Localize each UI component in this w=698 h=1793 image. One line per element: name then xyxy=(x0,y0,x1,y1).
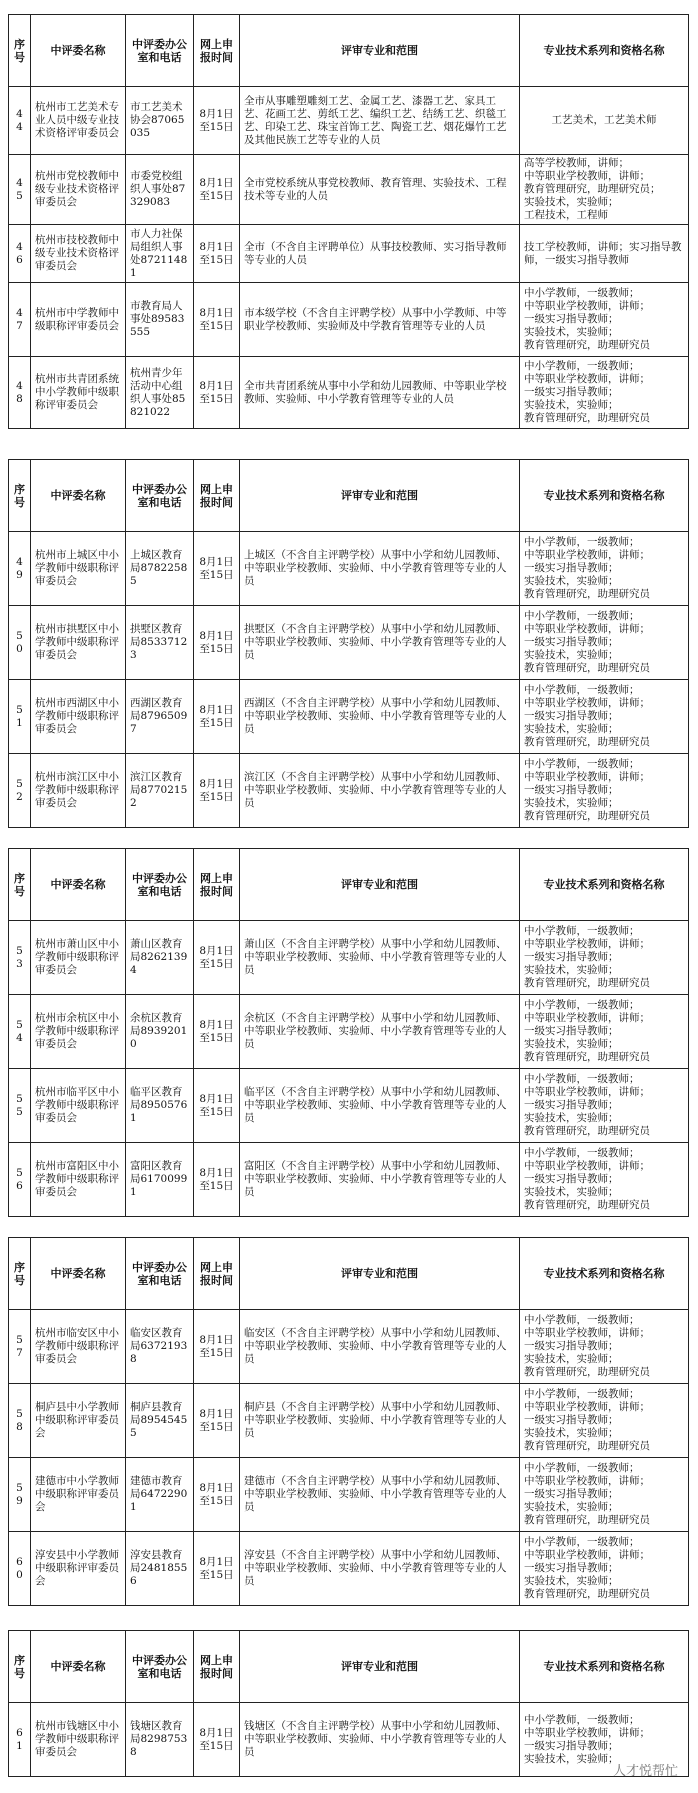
row-series: 技工学校教师，讲师；实习指导教师，一级实习指导教师 xyxy=(520,225,689,283)
header-office: 中评委办公室和电话 xyxy=(126,1631,194,1703)
committee-table-2 xyxy=(8,459,689,828)
row-series: 中小学教师，一级教师； 中等职业学校教师，讲师； 一级实习指导教师； 实验技术，实验师； 教育管理研究，助理研究员 xyxy=(520,1458,689,1532)
row-index: 46 xyxy=(9,225,31,283)
row-series: 中小学教师，一级教师； 中等职业学校教师，讲师； 一级实习指导教师； 实验技术，实验师； 教育管理研究，助理研究员 xyxy=(520,1143,689,1217)
row-scope: 市本级学校（不含自主评聘学校）从事中小学教师、中等职业学校教师、实验师及中学教育管理等专业的人员 xyxy=(240,283,520,357)
row-index: 49 xyxy=(9,532,31,606)
row-scope: 钱塘区（不含自主评聘学校）从事中小学和幼儿园教师、中等职业学校教师、实验师、中小学教育管理等专业的人员 xyxy=(240,1703,520,1777)
row-series: 中小学教师，一级教师； 中等职业学校教师，讲师； 一级实习指导教师； 实验技术，实验师； 教育管理研究，助理研究员 xyxy=(520,606,689,680)
row-index: 58 xyxy=(9,1384,31,1458)
row-series: 中小学教师，一级教师； 中等职业学校教师，讲师； 一级实习指导教师； 实验技术，实验师； 教育管理研究，助理研究员 xyxy=(520,1384,689,1458)
table-header-row xyxy=(9,1631,689,1703)
row-scope: 建德市（不含自主评聘学校）从事中小学和幼儿园教师、中等职业学校教师、实验师、中小学教育管理等专业的人员 xyxy=(240,1458,520,1532)
row-office: 钱塘区教育局82987538 xyxy=(126,1703,194,1777)
header-index: 序号 xyxy=(9,15,31,87)
table-row xyxy=(9,1458,689,1532)
row-committee: 杭州市技校教师中级专业技术资格评审委员会 xyxy=(31,225,126,283)
table-row xyxy=(9,606,689,680)
row-office: 萧山区教育局82621394 xyxy=(126,921,194,995)
row-scope: 西湖区（不含自主评聘学校）从事中小学和幼儿园教师、中等职业学校教师、实验师、中小学教育管理等专业的人员 xyxy=(240,680,520,754)
row-index: 61 xyxy=(9,1703,31,1777)
header-index: 序号 xyxy=(9,1631,31,1703)
committee-table-1 xyxy=(8,14,689,429)
header-index: 序号 xyxy=(9,460,31,532)
header-series: 专业技术系列和资格名称 xyxy=(520,849,689,921)
row-index: 52 xyxy=(9,754,31,828)
row-time: 8月1日至15日 xyxy=(194,532,240,606)
row-series: 高等学校教师，讲师； 中等职业学校教师，讲师； 教育管理研究，助理研究员； 实验技术，实验师； 工程技术，工程师 xyxy=(520,155,689,225)
watermark: 人才悦帮忙 xyxy=(612,1764,678,1779)
header-series: 专业技术系列和资格名称 xyxy=(520,15,689,87)
row-time: 8月1日至15日 xyxy=(194,1143,240,1217)
header-index: 序号 xyxy=(9,849,31,921)
table-row xyxy=(9,357,689,429)
row-time: 8月1日至15日 xyxy=(194,1069,240,1143)
row-committee: 杭州市工艺美术专业人员中级专业技术资格评审委员会 xyxy=(31,87,126,155)
row-committee: 杭州市上城区中小学教师中级职称评审委员会 xyxy=(31,532,126,606)
row-series: 中小学教师，一级教师； 中等职业学校教师，讲师； 一级实习指导教师； 实验技术，实验师； xyxy=(520,1703,689,1777)
table-row xyxy=(9,87,689,155)
table-row xyxy=(9,283,689,357)
header-series: 专业技术系列和资格名称 xyxy=(520,460,689,532)
row-committee: 杭州市余杭区中小学教师中级职称评审委员会 xyxy=(31,995,126,1069)
row-committee: 杭州市党校教师中级专业技术资格评审委员会 xyxy=(31,155,126,225)
row-series: 中小学教师，一级教师； 中等职业学校教师，讲师； 一级实习指导教师； 实验技术，实验师； 教育管理研究，助理研究员 xyxy=(520,283,689,357)
row-office: 滨江区教育局87702152 xyxy=(126,754,194,828)
row-time: 8月1日至15日 xyxy=(194,1532,240,1606)
row-scope: 拱墅区（不含自主评聘学校）从事中小学和幼儿园教师、中等职业学校教师、实验师、中小学教育管理等专业的人员 xyxy=(240,606,520,680)
table-header-row xyxy=(9,849,689,921)
row-committee: 杭州市中学教师中级职称评审委员会 xyxy=(31,283,126,357)
row-index: 53 xyxy=(9,921,31,995)
row-office: 杭州青少年活动中心组织人事处85821022 xyxy=(126,357,194,429)
row-scope: 全市共青团系统从事中小学和幼儿园教师、中等职业学校教师、实验师、中小学教育管理等专业的人员 xyxy=(240,357,520,429)
row-scope: 全市从事雕塑雕刻工艺、金属工艺、漆器工艺、家具工艺、花画工艺、剪纸工艺、编织工艺、结绣工艺、织毯工艺、印染工艺、珠宝首饰工艺、陶瓷工艺、烟花爆竹工艺及其他民族工艺等专业的人员 xyxy=(240,87,520,155)
row-committee: 杭州市萧山区中小学教师中级职称评审委员会 xyxy=(31,921,126,995)
row-office: 拱墅区教育局85337123 xyxy=(126,606,194,680)
table-row xyxy=(9,1384,689,1458)
header-office: 中评委办公室和电话 xyxy=(126,849,194,921)
row-index: 51 xyxy=(9,680,31,754)
header-scope: 评审专业和范围 xyxy=(240,849,520,921)
row-committee: 杭州市临安区中小学教师中级职称评审委员会 xyxy=(31,1310,126,1384)
header-index: 序号 xyxy=(9,1238,31,1310)
row-time: 8月1日至15日 xyxy=(194,357,240,429)
table-row xyxy=(9,1069,689,1143)
row-index: 56 xyxy=(9,1143,31,1217)
header-scope: 评审专业和范围 xyxy=(240,460,520,532)
header-committee: 中评委名称 xyxy=(31,1238,126,1310)
row-scope: 桐庐县（不含自主评聘学校）从事中小学和幼儿园教师、中等职业学校教师、实验师、中小学教育管理等专业的人员 xyxy=(240,1384,520,1458)
row-time: 8月1日至15日 xyxy=(194,1310,240,1384)
row-office: 桐庐县教育局89545455 xyxy=(126,1384,194,1458)
table-row xyxy=(9,754,689,828)
row-office: 上城区教育局87822585 xyxy=(126,532,194,606)
row-committee: 杭州市临平区中小学教师中级职称评审委员会 xyxy=(31,1069,126,1143)
row-index: 47 xyxy=(9,283,31,357)
table-row xyxy=(9,1143,689,1217)
row-series: 中小学教师，一级教师； 中等职业学校教师，讲师； 一级实习指导教师； 实验技术，实验师； 教育管理研究，助理研究员 xyxy=(520,1310,689,1384)
row-series: 中小学教师，一级教师； 中等职业学校教师，讲师； 一级实习指导教师； 实验技术，实验师； 教育管理研究，助理研究员 xyxy=(520,532,689,606)
table-row xyxy=(9,1310,689,1384)
row-series: 中小学教师，一级教师； 中等职业学校教师，讲师； 一级实习指导教师； 实验技术，实验师； 教育管理研究，助理研究员 xyxy=(520,995,689,1069)
table-row xyxy=(9,225,689,283)
header-time: 网上申报时间 xyxy=(194,1631,240,1703)
row-office: 西湖区教育局87965097 xyxy=(126,680,194,754)
row-scope: 临平区（不含自主评聘学校）从事中小学和幼儿园教师、中等职业学校教师、实验师、中小学教育管理等专业的人员 xyxy=(240,1069,520,1143)
row-time: 8月1日至15日 xyxy=(194,1384,240,1458)
row-committee: 杭州市滨江区中小学教师中级职称评审委员会 xyxy=(31,754,126,828)
table-header-row xyxy=(9,1238,689,1310)
row-scope: 萧山区（不含自主评聘学校）从事中小学和幼儿园教师、中等职业学校教师、实验师、中小学教育管理等专业的人员 xyxy=(240,921,520,995)
row-series: 中小学教师，一级教师； 中等职业学校教师，讲师； 一级实习指导教师； 实验技术，实验师； 教育管理研究，助理研究员 xyxy=(520,357,689,429)
header-office: 中评委办公室和电话 xyxy=(126,1238,194,1310)
row-time: 8月1日至15日 xyxy=(194,680,240,754)
row-office: 市工艺美术协会87065035 xyxy=(126,87,194,155)
table-row xyxy=(9,680,689,754)
table-row xyxy=(9,995,689,1069)
row-scope: 全市（不含自主评聘单位）从事技校教师、实习指导教师等专业的人员 xyxy=(240,225,520,283)
row-time: 8月1日至15日 xyxy=(194,1458,240,1532)
row-index: 45 xyxy=(9,155,31,225)
row-index: 48 xyxy=(9,357,31,429)
row-time: 8月1日至15日 xyxy=(194,225,240,283)
row-index: 57 xyxy=(9,1310,31,1384)
header-committee: 中评委名称 xyxy=(31,460,126,532)
header-scope: 评审专业和范围 xyxy=(240,15,520,87)
header-series: 专业技术系列和资格名称 xyxy=(520,1631,689,1703)
row-scope: 滨江区（不含自主评聘学校）从事中小学和幼儿园教师、中等职业学校教师、实验师、中小学教育管理等专业的人员 xyxy=(240,754,520,828)
committee-table-5 xyxy=(8,1630,689,1777)
row-office: 富阳区教育局61700991 xyxy=(126,1143,194,1217)
header-committee: 中评委名称 xyxy=(31,15,126,87)
row-committee: 建德市中小学教师中级职称评审委员会 xyxy=(31,1458,126,1532)
table-row xyxy=(9,532,689,606)
row-series: 中小学教师，一级教师； 中等职业学校教师，讲师； 一级实习指导教师； 实验技术，实验师； 教育管理研究，助理研究员 xyxy=(520,921,689,995)
row-time: 8月1日至15日 xyxy=(194,606,240,680)
table-row xyxy=(9,1703,689,1777)
row-office: 临安区教育局63721938 xyxy=(126,1310,194,1384)
row-committee: 杭州市富阳区中小学教师中级职称评审委员会 xyxy=(31,1143,126,1217)
committee-table-3 xyxy=(8,848,689,1217)
row-time: 8月1日至15日 xyxy=(194,995,240,1069)
header-committee: 中评委名称 xyxy=(31,849,126,921)
header-office: 中评委办公室和电话 xyxy=(126,15,194,87)
row-time: 8月1日至15日 xyxy=(194,283,240,357)
row-committee: 杭州市西湖区中小学教师中级职称评审委员会 xyxy=(31,680,126,754)
header-time: 网上申报时间 xyxy=(194,460,240,532)
row-committee: 杭州市共青团系统中小学教师中级职称评审委员会 xyxy=(31,357,126,429)
row-time: 8月1日至15日 xyxy=(194,87,240,155)
row-index: 44 xyxy=(9,87,31,155)
row-office: 临平区教育局89505761 xyxy=(126,1069,194,1143)
row-index: 50 xyxy=(9,606,31,680)
row-series: 中小学教师，一级教师； 中等职业学校教师，讲师； 一级实习指导教师； 实验技术，实验师； 教育管理研究，助理研究员 xyxy=(520,680,689,754)
row-time: 8月1日至15日 xyxy=(194,921,240,995)
row-time: 8月1日至15日 xyxy=(194,1703,240,1777)
header-time: 网上申报时间 xyxy=(194,849,240,921)
row-series: 中小学教师，一级教师； 中等职业学校教师，讲师； 一级实习指导教师； 实验技术，实验师； 教育管理研究，助理研究员 xyxy=(520,1532,689,1606)
row-series: 中小学教师，一级教师； 中等职业学校教师，讲师； 一级实习指导教师； 实验技术，实验师； 教育管理研究，助理研究员 xyxy=(520,754,689,828)
row-committee: 桐庐县中小学教师中级职称评审委员会 xyxy=(31,1384,126,1458)
header-scope: 评审专业和范围 xyxy=(240,1238,520,1310)
row-time: 8月1日至15日 xyxy=(194,155,240,225)
table-header-row xyxy=(9,15,689,87)
row-time: 8月1日至15日 xyxy=(194,754,240,828)
header-time: 网上申报时间 xyxy=(194,1238,240,1310)
row-scope: 临安区（不含自主评聘学校）从事中小学和幼儿园教师、中等职业学校教师、实验师、中小学教育管理等专业的人员 xyxy=(240,1310,520,1384)
table-row xyxy=(9,921,689,995)
row-committee: 淳安县中小学教师中级职称评审委员会 xyxy=(31,1532,126,1606)
row-office: 市委党校组织人事处87329083 xyxy=(126,155,194,225)
row-scope: 淳安县（不含自主评聘学校）从事中小学和幼儿园教师、中等职业学校教师、实验师、中小学教育管理等专业的人员 xyxy=(240,1532,520,1606)
header-series: 专业技术系列和资格名称 xyxy=(520,1238,689,1310)
row-committee: 杭州市钱塘区中小学教师中级职称评审委员会 xyxy=(31,1703,126,1777)
row-office: 淳安县教育局24818556 xyxy=(126,1532,194,1606)
table-row xyxy=(9,1532,689,1606)
header-office: 中评委办公室和电话 xyxy=(126,460,194,532)
row-scope: 全市党校系统从事党校教师、教育管理、实验技术、工程技术等专业的人员 xyxy=(240,155,520,225)
row-scope: 余杭区（不含自主评聘学校）从事中小学和幼儿园教师、中等职业学校教师、实验师、中小学教育管理等专业的人员 xyxy=(240,995,520,1069)
row-index: 54 xyxy=(9,995,31,1069)
committee-table-4 xyxy=(8,1237,689,1606)
table-row xyxy=(9,155,689,225)
row-committee: 杭州市拱墅区中小学教师中级职称评审委员会 xyxy=(31,606,126,680)
row-index: 59 xyxy=(9,1458,31,1532)
row-index: 60 xyxy=(9,1532,31,1606)
row-series: 中小学教师，一级教师； 中等职业学校教师，讲师； 一级实习指导教师； 实验技术，实验师； 教育管理研究，助理研究员 xyxy=(520,1069,689,1143)
row-office: 市人力社保局组织人事处87211481 xyxy=(126,225,194,283)
header-time: 网上申报时间 xyxy=(194,15,240,87)
row-office: 余杭区教育局89392010 xyxy=(126,995,194,1069)
row-office: 市教育局人事处89583555 xyxy=(126,283,194,357)
row-scope: 富阳区（不含自主评聘学校）从事中小学和幼儿园教师、中等职业学校教师、实验师、中小学教育管理等专业的人员 xyxy=(240,1143,520,1217)
row-scope: 上城区（不含自主评聘学校）从事中小学和幼儿园教师、中等职业学校教师、实验师、中小学教育管理等专业的人员 xyxy=(240,532,520,606)
header-scope: 评审专业和范围 xyxy=(240,1631,520,1703)
row-series: 工艺美术，工艺美术师 xyxy=(520,87,689,155)
row-office: 建德市教育局64722901 xyxy=(126,1458,194,1532)
table-header-row xyxy=(9,460,689,532)
header-committee: 中评委名称 xyxy=(31,1631,126,1703)
row-index: 55 xyxy=(9,1069,31,1143)
